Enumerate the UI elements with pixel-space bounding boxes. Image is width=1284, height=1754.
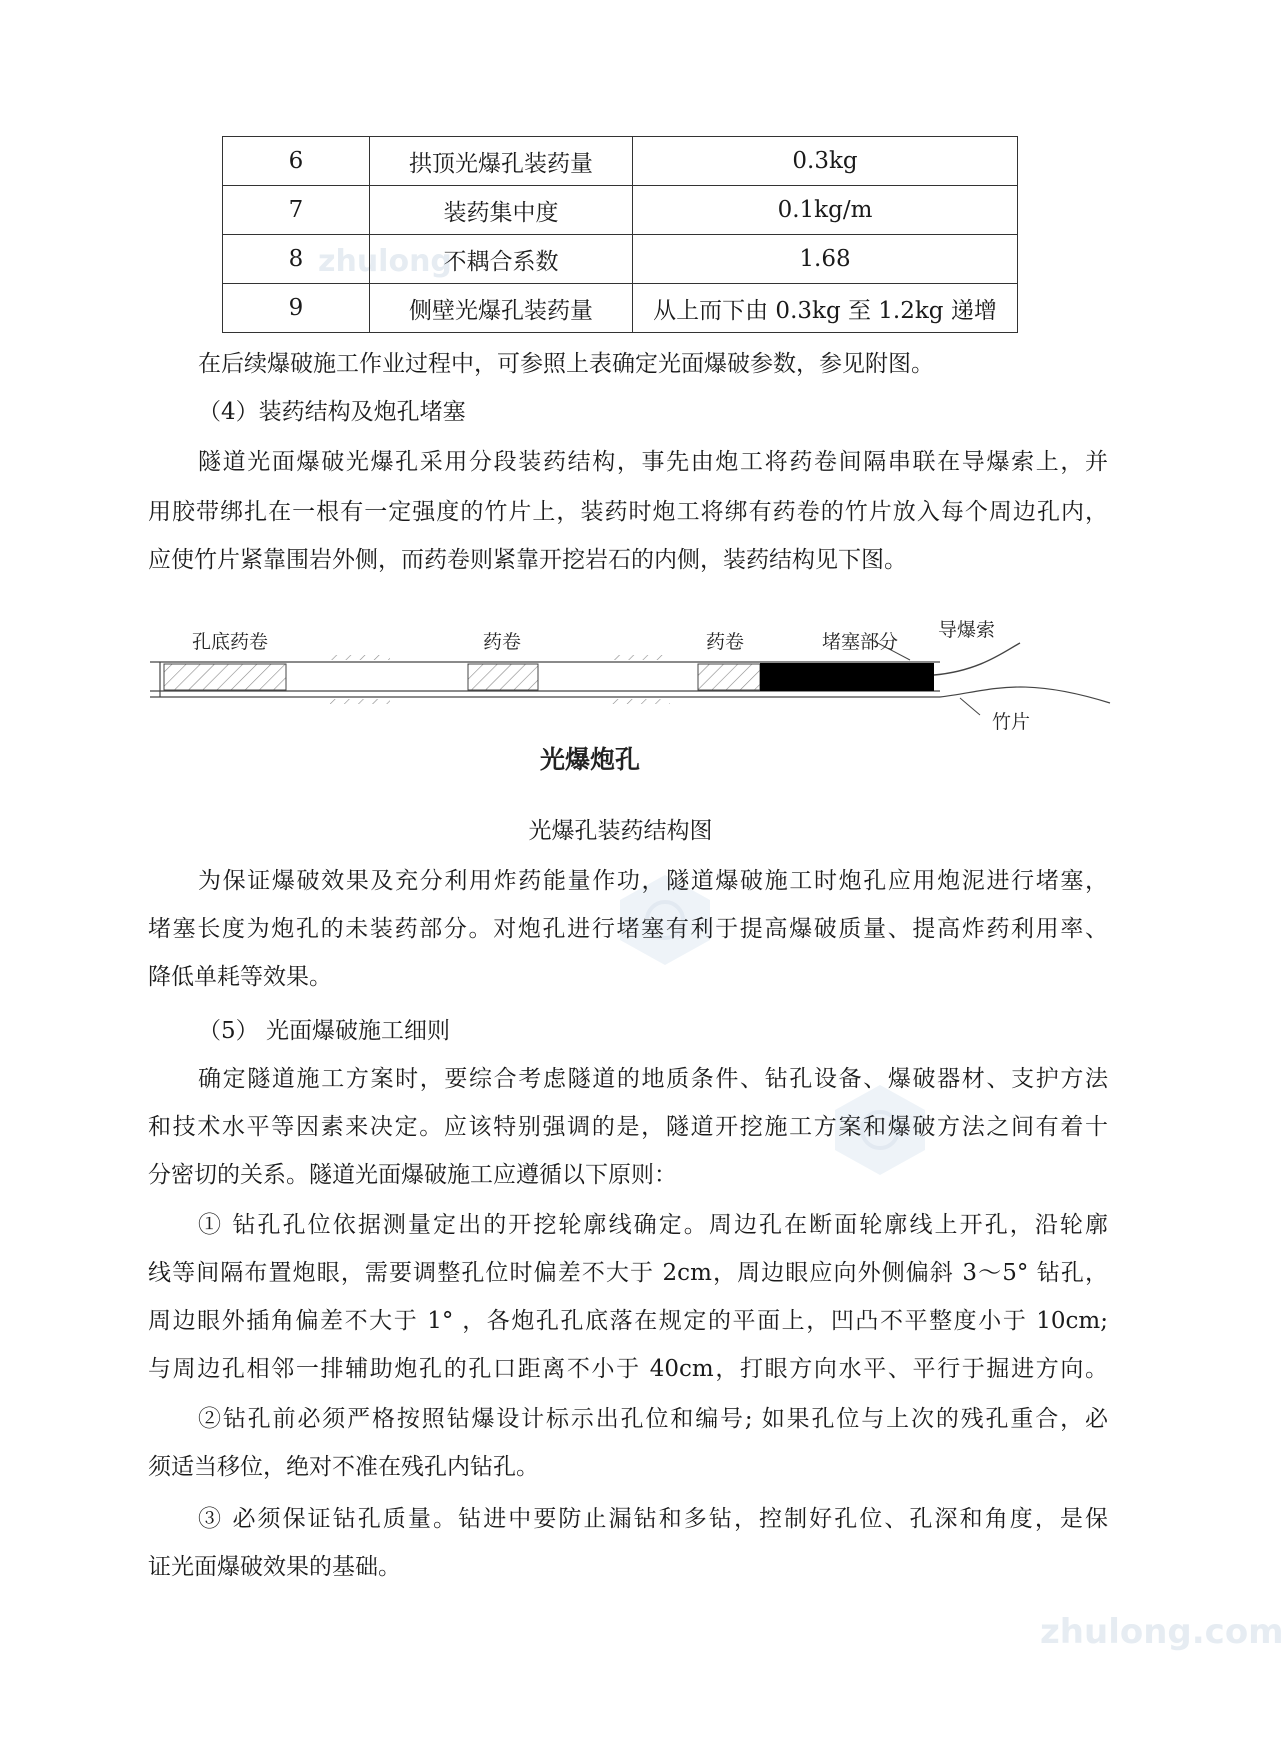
detonating-cord bbox=[934, 643, 1020, 675]
charge-1 bbox=[468, 664, 538, 690]
table-cell-value: 1.68 bbox=[633, 235, 1018, 284]
watermark-text: zhulong bbox=[318, 244, 452, 279]
section-heading-5: （5） 光面爆破施工细则 bbox=[198, 1018, 450, 1044]
label-bottom-charge: 孔底药卷 bbox=[192, 631, 269, 653]
diagram-title: 光爆炮孔 bbox=[540, 745, 641, 774]
table-cell-item: 拱顶光爆孔装药量 bbox=[370, 137, 633, 186]
table-cell-no: 8 bbox=[223, 235, 370, 284]
table-row bbox=[223, 186, 1018, 235]
rule-3-line: 证光面爆破效果的基础。 bbox=[148, 1554, 401, 1580]
label-bamboo: 竹片 bbox=[992, 711, 1031, 733]
label-charge-2: 药卷 bbox=[706, 631, 745, 653]
parameter-table bbox=[222, 136, 1018, 333]
paragraph-construction-plan-line: 确定隧道施工方案时，要综合考虑隧道的地质条件、钻孔设备、爆破器材、支护方法 bbox=[198, 1066, 1108, 1092]
section-heading-4: （4）装药结构及炮孔堵塞 bbox=[198, 399, 466, 425]
rule-1-line: 与周边孔相邻一排辅助炮孔的孔口距离不小于 40cm，打眼方向水平、平行于掘进方向。 bbox=[148, 1356, 1108, 1382]
paragraph-stemming-line: 为保证爆破效果及充分利用炸药能量作功，隧道爆破施工时炮孔应用炮泥进行堵塞， bbox=[198, 868, 1108, 894]
figure-caption: 光爆孔装药结构图 bbox=[528, 818, 713, 844]
charge-2 bbox=[698, 664, 760, 690]
paragraph-charge-structure-line: 应使竹片紧靠围岩外侧，而药卷则紧靠开挖岩石的内侧，装药结构见下图。 bbox=[148, 547, 907, 573]
label-charge-1: 药卷 bbox=[483, 631, 522, 653]
table-cell-no: 6 bbox=[223, 137, 370, 186]
table-row bbox=[223, 137, 1018, 186]
table-row bbox=[223, 235, 1018, 284]
paragraph-construction-plan-line: 和技术水平等因素来决定。应该特别强调的是，隧道开挖施工方案和爆破方法之间有着十 bbox=[148, 1114, 1108, 1140]
table-cell-item: 不耦合系数 bbox=[370, 235, 633, 284]
paragraph-construction-plan-line: 分密切的关系。隧道光面爆破施工应遵循以下原则： bbox=[148, 1162, 677, 1188]
table-cell-value: 从上而下由 0.3kg 至 1.2kg 递增 bbox=[633, 284, 1018, 333]
table-cell-no: 7 bbox=[223, 186, 370, 235]
rule-2-line: ②钻孔前必须严格按照钻爆设计标示出孔位和编号; 如果孔位与上次的残孔重合，必 bbox=[198, 1406, 1108, 1432]
rule-1-line: 线等间隔布置炮眼，需要调整孔位时偏差不大于 2cm，周边眼应向外侧偏斜 3～5° 钻孔， bbox=[148, 1260, 1108, 1286]
charge-structure-diagram bbox=[150, 615, 1110, 735]
rule-1-line: ① 钻孔孔位依据测量定出的开挖轮廓线确定。周边孔在断面轮廓线上开孔，沿轮廓 bbox=[198, 1212, 1108, 1238]
paragraph-stemming-line: 堵塞长度为炮孔的未装药部分。对炮孔进行堵塞有利于提高爆破质量、提高炸药利用率、 bbox=[148, 916, 1108, 942]
table-cell-no: 9 bbox=[223, 284, 370, 333]
paragraph-reference-table: 在后续爆破施工作业过程中，可参照上表确定光面爆破参数，参见附图。 bbox=[198, 351, 934, 377]
paragraph-charge-structure-line: 隧道光面爆破光爆孔采用分段装药结构，事先由炮工将药卷间隔串联在导爆索上，并 bbox=[198, 449, 1108, 475]
table-cell-value: 0.1kg/m bbox=[633, 186, 1018, 235]
paragraph-charge-structure-line: 用胶带绑扎在一根有一定强度的竹片上，装药时炮工将绑有药卷的竹片放入每个周边孔内， bbox=[148, 499, 1108, 525]
rule-1-line: 周边眼外插角偏差不大于 1° ，各炮孔孔底落在规定的平面上，凹凸不平整度小于 10cm; bbox=[148, 1308, 1108, 1334]
bottom-charge bbox=[164, 664, 286, 690]
label-stemming: 堵塞部分 bbox=[822, 631, 899, 653]
table-row bbox=[223, 284, 1018, 333]
label-detonating-cord: 导爆索 bbox=[938, 619, 996, 641]
stemming-section bbox=[760, 663, 934, 691]
table-cell-item: 装药集中度 bbox=[370, 186, 633, 235]
table-cell-value: 0.3kg bbox=[633, 137, 1018, 186]
rule-2-line: 须适当移位，绝对不准在残孔内钻孔。 bbox=[148, 1454, 539, 1480]
paragraph-stemming-line: 降低单耗等效果。 bbox=[148, 964, 332, 990]
rule-3-line: ③ 必须保证钻孔质量。钻进中要防止漏钻和多钻，控制好孔位、孔深和角度，是保 bbox=[198, 1506, 1108, 1532]
watermark-text-bottom: zhulong.com bbox=[1040, 1612, 1284, 1652]
table-cell-item: 侧壁光爆孔装药量 bbox=[370, 284, 633, 333]
